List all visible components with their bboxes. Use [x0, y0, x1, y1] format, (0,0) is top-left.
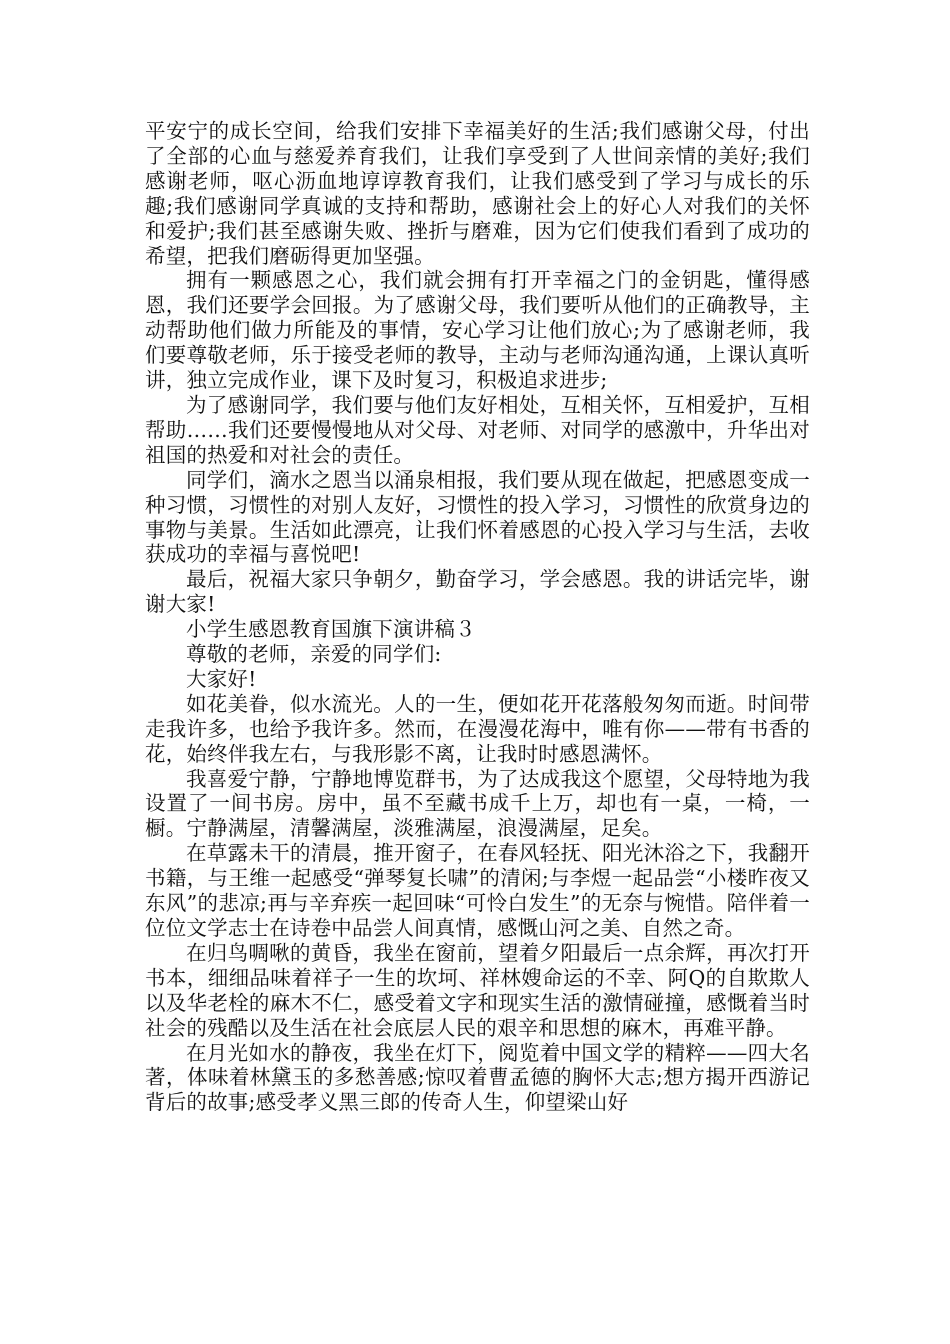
- paragraph-12: 在归鸟啁啾的黄昏，我坐在窗前，望着夕阳最后一点余辉，再次打开书本，细细品味着祥子一生的坎坷、祥林嫂命运的不幸、阿Q的自欺欺人以及华老栓的麻木不仁，感受着文字和现实生活的激情碰撞，感慨着当时社会的残酷以及生活在社会底层人民的艰辛和思想的麻木，再难平静。: [145, 940, 810, 1040]
- paragraph-10: 我喜爱宁静，宁静地博览群书，为了达成我这个愿望，父母特地为我设置了一间书房。房中，虽不至藏书成千上万，却也有一桌，一椅，一橱。宁静满屋，清馨满屋，淡雅满屋，浪漫满屋，足矣。: [145, 766, 810, 841]
- paragraph-1: 平安宁的成长空间，给我们安排下幸福美好的生活;我们感谢父母，付出了全部的心血与慈爱养育我们，让我们享受到了人世间亲情的美好;我们感谢老师，呕心沥血地谆谆教育我们，让我们感受到了学习与成长的乐趣;我们感谢同学真诚的支持和帮助，感谢社会上的好心人对我们的关怀和爱护;我们甚至感谢失败、挫折与磨难，因为它们使我们看到了成功的希望，把我们磨砺得更加坚强。: [145, 119, 810, 268]
- paragraph-4: 同学们，滴水之恩当以涌泉相报，我们要从现在做起，把感恩变成一种习惯，习惯性的对别人友好，习惯性的投入学习，习惯性的欣赏身边的事物与美景。生活如此漂亮，让我们怀着感恩的心投入学习与生活，去收获成功的幸福与喜悦吧!: [145, 467, 810, 567]
- salutation: 尊敬的老师，亲爱的同学们:: [186, 642, 442, 667]
- paragraph-3: 为了感谢同学，我们要与他们友好相处，互相关怀，互相爱护，互相帮助……我们还要慢慢地从对父母、对老师、对同学的感激中，升华出对祖国的热爱和对社会的责任。: [145, 392, 810, 467]
- greeting: 大家好!: [186, 666, 257, 691]
- paragraph-5: 最后，祝福大家只争朝夕，勤奋学习，学会感恩。我的讲话完毕，谢谢大家!: [145, 567, 810, 617]
- document-body: [145, 119, 810, 1115]
- paragraph-9: 如花美眷，似水流光。人的一生，便如花开花落般匆匆而逝。时间带走我许多，也给予我许多。然而，在漫漫花海中，唯有你——带有书香的花，始终伴我左右，与我形影不离，让我时时感恩满怀。: [145, 691, 810, 766]
- section-title: 小学生感恩教育国旗下演讲稿３: [186, 617, 476, 642]
- paragraph-11: 在草露未干的清晨，推开窗子，在春风轻抚、阳光沐浴之下，我翻开书籍，与王维一起感受“弹琴复长啸”的清闲;与李煜一起品尝“小楼昨夜又东风”的悲凉;再与辛弃疾一起回味“可怜白发生”的无奈与惋惜。陪伴着一位位文学志士在诗卷中品尝人间真情，感慨山河之美、自然之奇。: [145, 841, 810, 940]
- paragraph-2: 拥有一颗感恩之心，我们就会拥有打开幸福之门的金钥匙，懂得感恩，我们还要学会回报。为了感谢父母，我们要听从他们的正确教导，主动帮助他们做力所能及的事情，安心学习让他们放心;为了感谢老师，我们要尊敬老师，乐于接受老师的教导，主动与老师沟通沟通，上课认真听讲，独立完成作业，课下及时复习，积极追求进步;: [145, 268, 810, 393]
- paragraph-13: 在月光如水的静夜，我坐在灯下，阅览着中国文学的精粹——四大名著，体味着林黛玉的多愁善感;惊叹着曹孟德的胸怀大志;想方揭开西游记背后的故事;感受孝义黑三郎的传奇人生，仰望梁山好: [145, 1040, 810, 1115]
